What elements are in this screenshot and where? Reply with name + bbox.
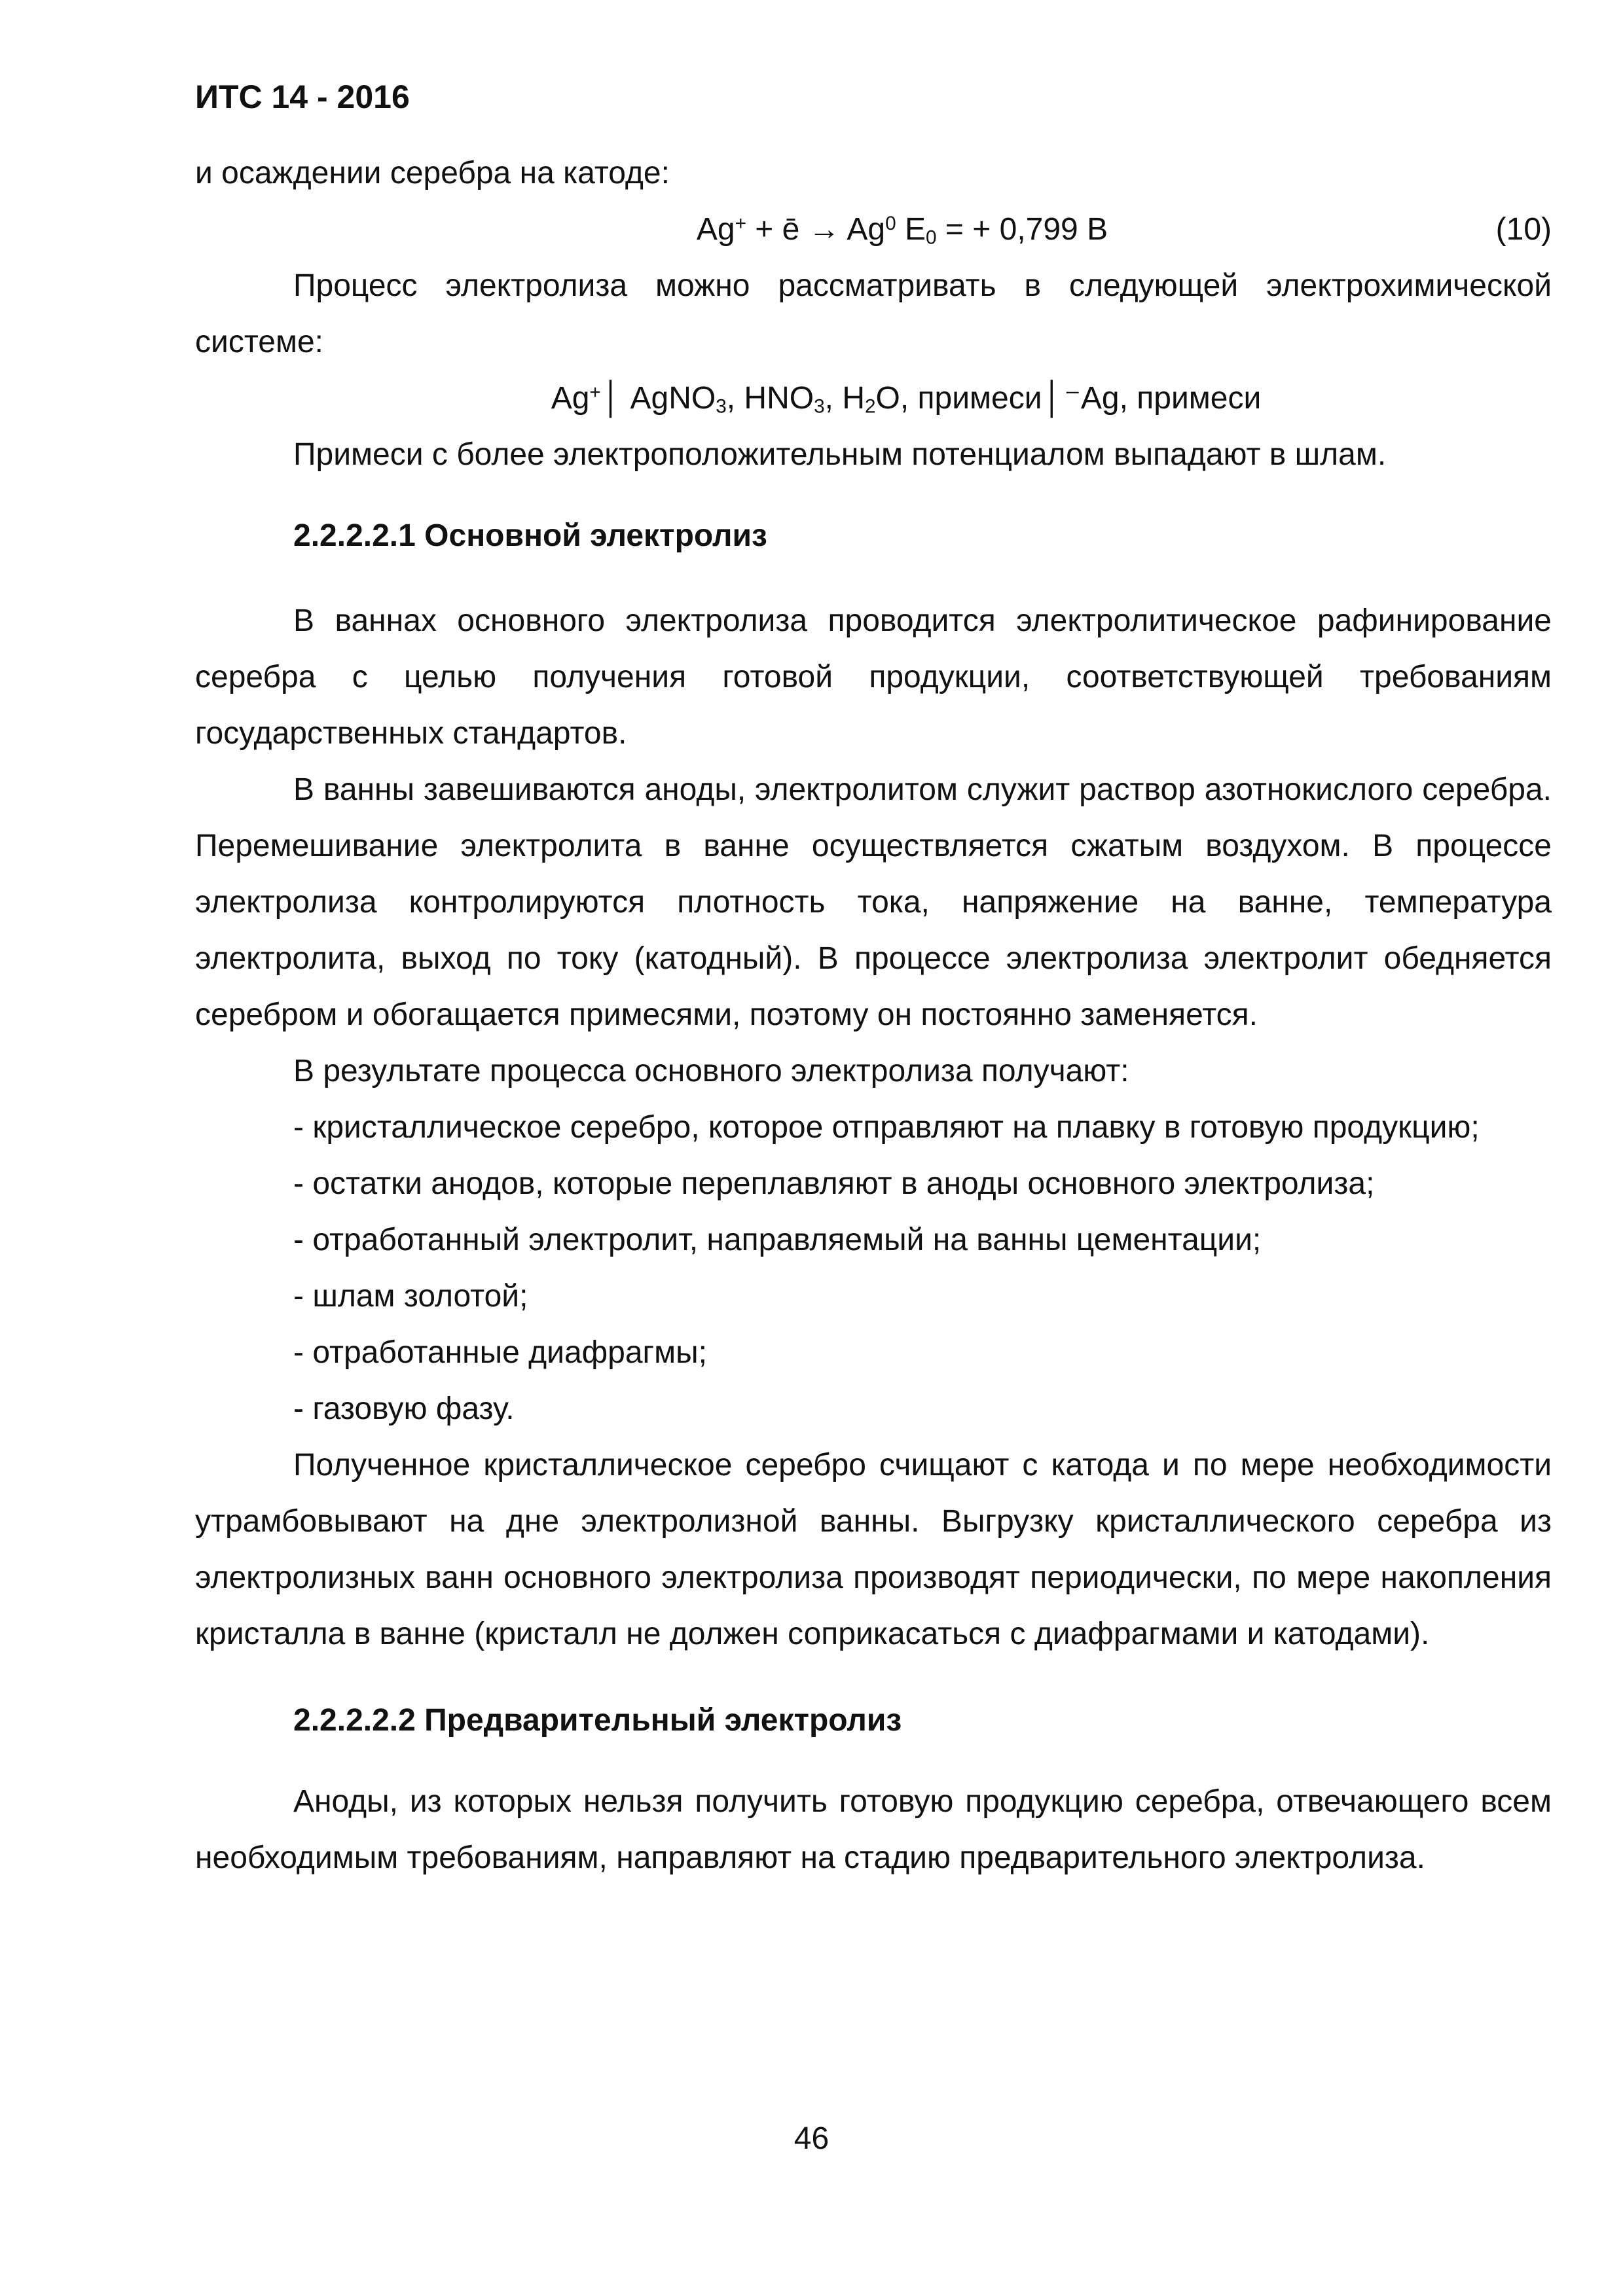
paragraph-preliminary-electrolysis: Аноды, из которых нельзя получить готовую продукцию серебра, отвечающего всем необходимым требованиям, направляют на стадию предварительного электролиза. bbox=[195, 1784, 1552, 1875]
sys-agno: AgNO bbox=[623, 381, 716, 416]
sys-water-impurities: O, примеси bbox=[875, 381, 1042, 416]
list-item: - шлам золотой; bbox=[293, 1279, 528, 1314]
document-body bbox=[195, 145, 1552, 1886]
sys-hno-sub: 3 bbox=[814, 395, 825, 418]
eq-potential: = + 0,799 В bbox=[936, 212, 1108, 247]
list-item: - кристаллическое серебро, которое отправляют на плавку в готовую продукцию; bbox=[293, 1110, 1480, 1145]
eq-e-sub: 0 bbox=[926, 226, 937, 249]
section-heading-preliminary-electrolysis: 2.2.2.2.2 Предварительный электролиз bbox=[293, 1703, 902, 1738]
paragraph-results-intro: В результате процесса основного электролиза получают: bbox=[293, 1054, 1129, 1088]
list-item: - остатки анодов, которые переплавляют в аноды основного электролиза; bbox=[293, 1166, 1375, 1201]
paragraph-main-electrolysis-1: В ваннах основного электролиза проводится электролитическое рафинирование серебра с целью получения готовой продукции, соответствующей требованиям государственных стандартов. bbox=[195, 603, 1552, 751]
sys-hno: , HNO bbox=[726, 381, 814, 416]
paragraph-crystal-silver: Полученное кристаллическое серебро счищают с катода и по мере необходимости утрамбовывают на дне электролизной ванны. Выгрузку кристаллического серебра из электролизных ванн основного электролиза производят периодически, по мере накопления кристалла в ванне (кристалл не должен соприкасаться с диафрагмами и катодами). bbox=[195, 1448, 1552, 1651]
section-heading-main-electrolysis: 2.2.2.2.1 Основной электролиз bbox=[293, 518, 767, 553]
sys-h: , H bbox=[824, 381, 865, 416]
eq-ag: Ag bbox=[696, 212, 735, 247]
electrochemical-system bbox=[195, 370, 1552, 427]
document-code-header: ИТС 14 - 2016 bbox=[195, 79, 410, 115]
equation-number: (10) bbox=[1495, 212, 1552, 247]
sys-ag: Ag bbox=[551, 381, 590, 416]
paragraph-main-electrolysis-2: В ванны завешиваются аноды, электролитом служит раствор азотнокислого серебра. Перемешивание электролита в ванне осуществляется сжатым воздухом. В процессе электролиза контролируются плотность тока, напряжение на ванне, температура электролита, выход по току (катодный). В процессе электролиза электролит обедняется серебром и обогащается примесями, поэтому он постоянно заменяется. bbox=[195, 772, 1552, 1032]
sys-bar-right: │ bbox=[1043, 381, 1063, 416]
eq-e: E bbox=[896, 212, 926, 247]
page-number: 46 bbox=[793, 2121, 830, 2156]
eq-ag-zero: 0 bbox=[885, 213, 896, 235]
intro-line: и осаждении серебра на катоде: bbox=[195, 156, 670, 190]
sys-agno-sub: 3 bbox=[716, 395, 727, 418]
paragraph-impurities: Примеси с более электроположительным потенциалом выпадают в шлам. bbox=[293, 437, 1387, 472]
eq-reaction: + ē → Ag bbox=[746, 212, 886, 247]
list-item: - отработанный электролит, направляемый на ванны цементации; bbox=[293, 1223, 1262, 1257]
sys-h-sub: 2 bbox=[864, 395, 876, 418]
sys-bar-left: │ bbox=[602, 381, 622, 416]
paragraph-system: Процесс электролиза можно рассматривать в следующей электрохимической системе: bbox=[195, 268, 1552, 359]
list-item: - газовую фазу. bbox=[293, 1391, 515, 1426]
equation-10-body bbox=[253, 202, 1552, 258]
sys-cathode: Ag, примеси bbox=[1080, 381, 1262, 416]
sys-ag-charge: + bbox=[589, 382, 601, 404]
electrochemical-system-body bbox=[261, 370, 1552, 427]
equation-10 bbox=[195, 202, 1552, 258]
results-list bbox=[195, 1100, 1552, 1437]
eq-ag-charge: + bbox=[735, 213, 746, 235]
list-item: - отработанные диафрагмы; bbox=[293, 1335, 707, 1370]
sys-minus: ⁻ bbox=[1064, 381, 1081, 416]
